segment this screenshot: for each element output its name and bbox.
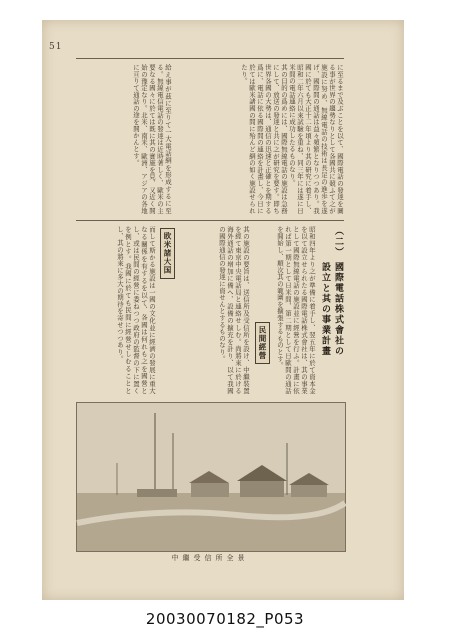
- text-column-lower-middle: 其の施設の要旨は、送信所及受信所を設け、中繼裝置を經て東京中央電話局と連絡せしむ。尚將來に於ける海外通話の增加に備へ、設備の擴充を計り、以て我國の國際通信の發達に資せんとするものなり。: [218, 226, 250, 394]
- text-column-upper-left: 給え事が茲に至りて一大電話網を形成するに至る。無線電信電話の發達は近時著しく、歐米の主要なる國々に於ては既に其の實施を見、又近く開始の豫定なり。北米、南米、歐洲、アジアの各地に亘りて通話の途を開かんとす。: [132, 64, 172, 214]
- section-title-line1: 國際電話株式會社の: [333, 262, 343, 357]
- section-title-line2: 設立と其の事業計畫: [320, 262, 330, 357]
- station-photo-illustration: [77, 403, 345, 551]
- accession-number: 20030070182_P053: [145, 610, 305, 628]
- text-column-upper-right: に至るまで及ぶことを以て、國際電話の發達を圖る事が世界の趨勢なりとして各國共に競ふて之が施設に努め、無線電話の技術は長足の進歩を遂げ、國際間の通話は益々頻繁となりつつあり。我國に於ても大正十二年頃より其の研究に着手し、昭和二年六月以來試驗を重ね、同三年には遂に日米間の電話連絡に成功したるものなり。: [288, 64, 344, 214]
- boxed-heading-western-powers: 欧米諸大国: [160, 228, 175, 279]
- text-column-lower-left: 而して斯かる施設は一國の文化並に經濟の發展に重大なる關係を有するを以て、各國は何れも之を國營とし、或は民間の經營に委ねつつ政府の監督の下に置くを例とす。我國に於ても民間に經營せしむることとし、其の將來に多大の期待を寄せつつあり。: [116, 226, 156, 394]
- station-photograph: [76, 402, 346, 552]
- header-rule: [76, 58, 344, 59]
- photo-caption: 中繼受信所全景: [171, 554, 249, 562]
- text-column-upper-middle: 其の目的の爲めには、國際無線電話の施設は急務にして、放送の發達と共に之が研究を要す。即ち世界各國の大勢は、通信の迅速と正確とを期する爲に、電話に依る國際間の連絡を計畫し、今日に於ては歐米諸國の間に殆んど網の如く施設せられたり。: [240, 64, 288, 214]
- boxed-heading-private-operation: 民間經營: [255, 322, 270, 364]
- text-column-lower-right: 昭和四年より之が準備に着手し、翌五年に於て資本金を以て設立せられたる國際電話株式會社は、其の事業として國際無線電話の施設並に經營を行ふ。計畫に依れば第一期として日米間、第二期として日歐間の通話を開始し、順次其の範圍を擴張するものとす。: [276, 226, 316, 394]
- section-number: （二）: [333, 226, 343, 258]
- page-number: 51: [49, 42, 63, 52]
- middle-rule: [76, 220, 344, 221]
